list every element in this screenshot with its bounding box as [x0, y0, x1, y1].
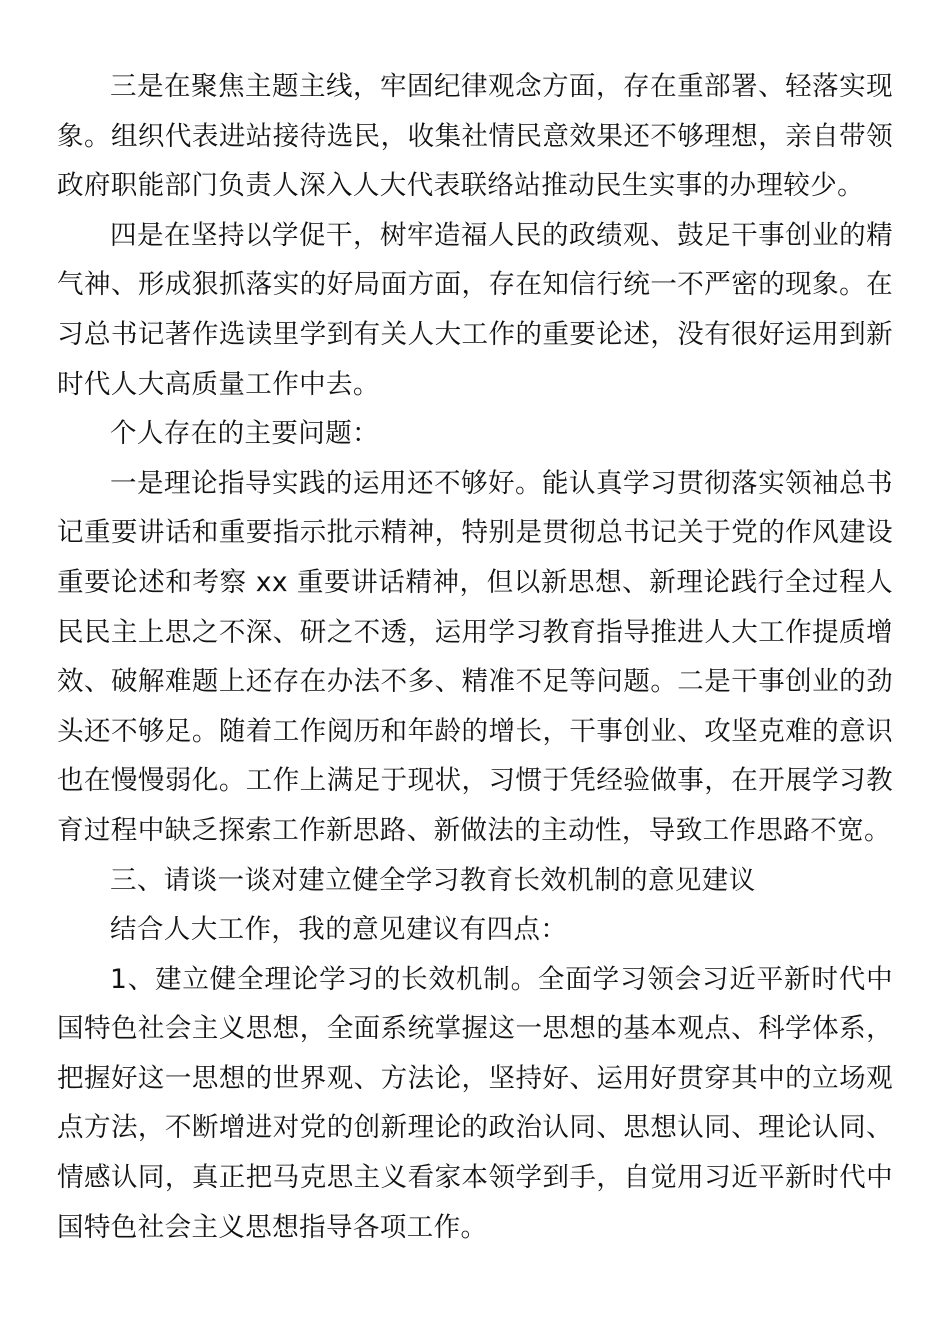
paragraph-suggestion-one: 1、建立健全理论学习的长效机制。全面学习领会习近平新时代中国特色社会主义思想，全面系统掌握这一思想的基本观点、科学体系，把握好这一思想的世界观、方法论，坚持好、运用好贯穿其中的立场观点方法，不断增进对党的创新理论的政治认同、思想认同、理论认同、情感认同，真正把马克思主义看家本领学到手，自觉用习近平新时代中国特色社会主义思想指导各项工作。: [57, 963, 893, 1243]
paragraph-suggestions-intro: 结合人大工作，我的意见建议有四点：: [110, 914, 568, 946]
paragraph-point-four: 四是在坚持以学促干，树牢造福人民的政绩观、鼓足干事创业的精气神、形成狠抓落实的好局面方面，存在知信行统一不严密的现象。在习总书记著作选读里学到有关人大工作的重要论述，没有很好运用到新时代人大高质量工作中去。: [57, 219, 893, 400]
document-page: [57, 62, 893, 1252]
paragraph-point-three: 三是在聚焦主题主线，牢固纪律观念方面，存在重部署、轻落实现象。组织代表进站接待选民，收集社情民意效果还不够理想，亲自带领政府职能部门负责人深入人大代表联络站推动民生实事的办理较少。: [57, 71, 893, 202]
paragraph-personal-problems-heading: 个人存在的主要问题：: [110, 418, 379, 450]
paragraph-personal-problems: 一是理论指导实践的运用还不够好。能认真学习贯彻落实领袖总书记重要讲话和重要指示批示精神，特别是贯彻总书记关于党的作风建设重要论述和考察 xx 重要讲话精神，但以新思想、新理论践行全过程人民民主上思之不深、研之不透，运用学习教育指导推进人大工作提质增效、破解难题上还存在办法不多、精准不足等问题。二是干事创业的劲头还不够足。随着工作阅历和年龄的增长，干事创业、攻坚克难的意识也在慢慢弱化。工作上满足于现状，习惯于凭经验做事，在开展学习教育过程中缺乏探索工作新思路、新做法的主动性，导致工作思路不宽。: [57, 467, 893, 846]
section-heading-three: 三、请谈一谈对建立健全学习教育长效机制的意见建议: [110, 864, 756, 896]
